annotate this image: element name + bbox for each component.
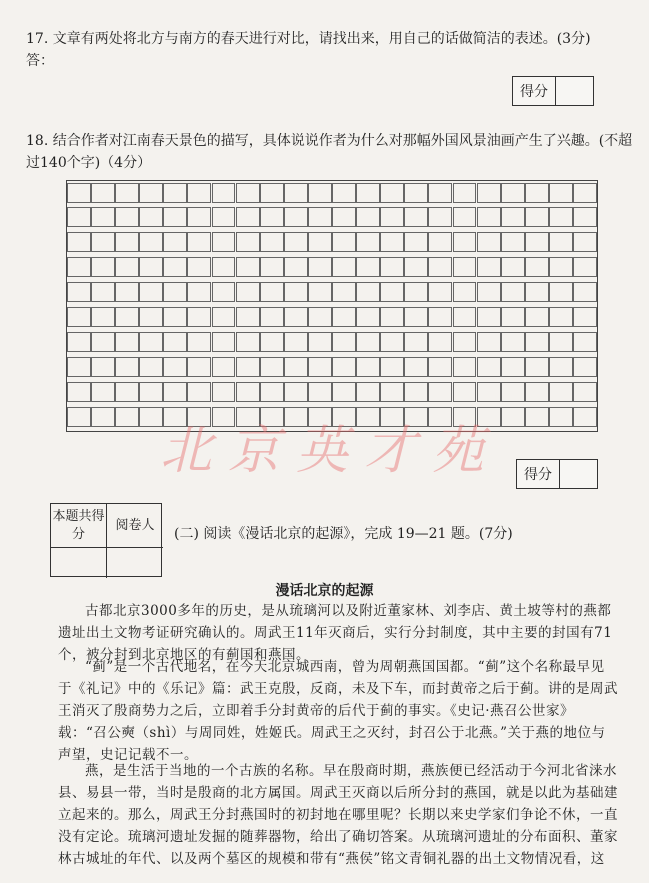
grid-cell[interactable]	[115, 257, 139, 277]
grid-cell[interactable]	[428, 282, 452, 302]
answer-grid[interactable]	[66, 180, 598, 432]
grid-row	[67, 207, 597, 227]
grid-cell[interactable]	[284, 382, 308, 402]
grid-cell[interactable]	[453, 307, 477, 327]
grid-row	[67, 382, 597, 402]
grid-cell[interactable]	[501, 183, 525, 203]
grid-cell[interactable]	[67, 232, 91, 252]
grid-cell[interactable]	[260, 282, 284, 302]
grid-cell[interactable]	[477, 332, 501, 352]
grid-cell[interactable]	[91, 257, 115, 277]
grid-cell[interactable]	[236, 307, 260, 327]
grid-row	[67, 357, 597, 377]
grid-cell[interactable]	[67, 307, 91, 327]
grid-cell[interactable]	[428, 382, 452, 402]
grid-cell[interactable]	[163, 207, 187, 227]
grid-cell[interactable]	[525, 307, 549, 327]
grid-cell[interactable]	[308, 332, 332, 352]
grid-cell[interactable]	[356, 332, 380, 352]
grid-cell[interactable]	[236, 183, 260, 203]
grid-cell[interactable]	[428, 257, 452, 277]
grid-cell[interactable]	[212, 282, 236, 302]
grid-cell[interactable]	[187, 332, 211, 352]
grid-cell[interactable]	[380, 307, 404, 327]
grid-cell[interactable]	[356, 232, 380, 252]
grid-cell[interactable]	[477, 282, 501, 302]
article-paragraph: 燕，是生活于当地的一个古族的名称。早在殷商时期，燕族便已经活动于今河北省涞水县、易县一带，当时是殷商的北方属国。周武王灭商以后所分封的燕国，就是以此为基础建立起来的。那么，周武王分封燕国时的初封地在哪里呢？长期以来史学家们争论不休，一直没有定论。琉璃河遗址发掘的随葬器物，给出了确切答案。从琉璃河遗址的分布面积、董家林古城址的年代、以及两个墓区的规模和带有“燕侯”铭文青铜礼器的出土文物情况看，这	[58, 763, 618, 867]
grid-cell[interactable]	[187, 382, 211, 402]
grid-cell[interactable]	[380, 357, 404, 377]
score-label: 得分	[513, 77, 556, 105]
grid-cell[interactable]	[212, 382, 236, 402]
grid-cell[interactable]	[332, 207, 356, 227]
article-paragraph: “蓟”是一个古代地名，在今天北京城西南，曾为周朝燕国国都。“蓟”这个名称最早见于《礼记》中的《乐记》篇：武王克殷，反商，未及下车，而封黄帝之后于蓟。讲的是周武王消灭了殷商势力之后，立即着手分封黄帝的后代于蓟的事实。《史记·燕召公世家》载：“召公奭（shì）与周同姓，姓姬氏。周武王之灭纣，封召公于北燕。”关于燕的地位与声望，史记记载不一。	[58, 659, 618, 763]
grid-cell[interactable]	[284, 257, 308, 277]
grid-cell[interactable]	[308, 282, 332, 302]
grid-cell[interactable]	[549, 257, 573, 277]
grid-cell[interactable]	[404, 207, 428, 227]
grid-cell[interactable]	[501, 232, 525, 252]
grid-cell[interactable]	[260, 357, 284, 377]
grid-row	[67, 307, 597, 327]
grid-cell[interactable]	[308, 207, 332, 227]
grid-cell[interactable]	[477, 183, 501, 203]
grid-cell[interactable]	[573, 357, 597, 377]
grid-cell[interactable]	[428, 207, 452, 227]
article-paragraph: 古都北京3000多年的历史，是从琉璃河以及附近董家林、刘李店、黄土坡等村的燕都遗址出土文物考证研究确认的。周武王11年灭商后，实行分封制度，其中主要的封国有71个，被分封到北京地区的有蓟国和燕国。	[58, 603, 613, 663]
grid-cell[interactable]	[212, 357, 236, 377]
grid-cell[interactable]	[356, 282, 380, 302]
grid-cell[interactable]	[404, 382, 428, 402]
grid-cell[interactable]	[139, 232, 163, 252]
grid-cell[interactable]	[428, 357, 452, 377]
grid-cell[interactable]	[573, 407, 597, 427]
grid-cell[interactable]	[453, 332, 477, 352]
score-box-1	[512, 76, 594, 106]
grid-cell[interactable]	[91, 282, 115, 302]
grid-cell[interactable]	[404, 332, 428, 352]
grader-field[interactable]	[107, 548, 163, 578]
grid-cell[interactable]	[212, 207, 236, 227]
grid-cell[interactable]	[115, 382, 139, 402]
grid-cell[interactable]	[332, 357, 356, 377]
grid-cell[interactable]	[308, 232, 332, 252]
grid-cell[interactable]	[284, 282, 308, 302]
grid-cell[interactable]	[525, 183, 549, 203]
grid-cell[interactable]	[501, 207, 525, 227]
grid-cell[interactable]	[212, 307, 236, 327]
grid-cell[interactable]	[236, 357, 260, 377]
score-value-field[interactable]	[556, 77, 593, 105]
grid-cell[interactable]	[115, 207, 139, 227]
grid-cell[interactable]	[236, 232, 260, 252]
grid-cell[interactable]	[549, 232, 573, 252]
grid-cell[interactable]	[284, 183, 308, 203]
grid-cell[interactable]	[332, 332, 356, 352]
grid-row	[67, 282, 597, 302]
grid-row	[67, 332, 597, 352]
question-18-text: 18. 结合作者对江南春天景色的描写，具体说说作者为什么对那幅外国风景油画产生了兴趣。(不超过140个字)（4分）	[26, 133, 633, 171]
grid-cell[interactable]	[525, 407, 549, 427]
grid-cell[interactable]	[67, 282, 91, 302]
grid-cell[interactable]	[260, 257, 284, 277]
grid-cell[interactable]	[380, 332, 404, 352]
grid-cell[interactable]	[477, 207, 501, 227]
grid-cell[interactable]	[139, 307, 163, 327]
grid-cell[interactable]	[260, 232, 284, 252]
grid-cell[interactable]	[404, 282, 428, 302]
grid-cell[interactable]	[380, 257, 404, 277]
grid-cell[interactable]	[573, 257, 597, 277]
grid-cell[interactable]	[139, 332, 163, 352]
grid-cell[interactable]	[332, 257, 356, 277]
grid-cell[interactable]	[380, 183, 404, 203]
grid-cell[interactable]	[332, 183, 356, 203]
watermark: 北京英才苑	[160, 421, 501, 481]
grid-cell[interactable]	[404, 307, 428, 327]
grid-cell[interactable]	[67, 332, 91, 352]
grid-cell[interactable]	[573, 282, 597, 302]
grid-cell[interactable]	[501, 357, 525, 377]
grid-cell[interactable]	[404, 357, 428, 377]
grader-table	[50, 503, 162, 577]
grid-cell[interactable]	[525, 207, 549, 227]
grid-cell[interactable]	[139, 257, 163, 277]
grid-cell[interactable]	[549, 357, 573, 377]
grid-cell[interactable]	[67, 407, 91, 427]
grid-cell[interactable]	[453, 183, 477, 203]
grid-cell[interactable]	[573, 207, 597, 227]
grid-cell[interactable]	[139, 183, 163, 203]
grid-cell[interactable]	[236, 282, 260, 302]
total-score-label: 本题共得分	[51, 504, 107, 548]
grid-cell[interactable]	[236, 257, 260, 277]
grid-cell[interactable]	[356, 207, 380, 227]
grid-cell[interactable]	[115, 232, 139, 252]
grid-cell[interactable]	[525, 232, 549, 252]
grid-cell[interactable]	[163, 257, 187, 277]
grid-cell[interactable]	[187, 357, 211, 377]
grid-cell[interactable]	[212, 257, 236, 277]
grid-cell[interactable]	[356, 357, 380, 377]
grid-cell[interactable]	[91, 332, 115, 352]
grid-cell[interactable]	[477, 382, 501, 402]
grid-cell[interactable]	[187, 257, 211, 277]
grid-cell[interactable]	[453, 282, 477, 302]
grid-cell[interactable]	[91, 232, 115, 252]
grid-cell[interactable]	[380, 382, 404, 402]
grid-cell[interactable]	[380, 282, 404, 302]
grid-cell[interactable]	[404, 183, 428, 203]
grid-cell[interactable]	[356, 183, 380, 203]
grid-cell[interactable]	[115, 357, 139, 377]
grid-cell[interactable]	[573, 232, 597, 252]
grid-cell[interactable]	[428, 332, 452, 352]
grid-cell[interactable]	[91, 183, 115, 203]
grid-cell[interactable]	[67, 357, 91, 377]
grid-cell[interactable]	[549, 183, 573, 203]
grid-cell[interactable]	[501, 257, 525, 277]
grid-cell[interactable]	[501, 282, 525, 302]
grid-cell[interactable]	[115, 183, 139, 203]
grid-cell[interactable]	[525, 257, 549, 277]
grid-cell[interactable]	[212, 183, 236, 203]
grid-cell[interactable]	[404, 232, 428, 252]
grid-row	[67, 232, 597, 252]
question-17-text: 17. 文章有两处将北方与南方的春天进行对比，请找出来，用自己的话做简洁的表述。(3分)	[26, 31, 591, 47]
grid-cell[interactable]	[549, 407, 573, 427]
section-heading: (二) 阅读《漫话北京的起源》，完成 19—21 题。(7分)	[174, 526, 513, 542]
grid-cell[interactable]	[67, 257, 91, 277]
grid-cell[interactable]	[332, 282, 356, 302]
grid-cell[interactable]	[115, 407, 139, 427]
grid-cell[interactable]	[573, 183, 597, 203]
grid-cell[interactable]	[501, 332, 525, 352]
grid-cell[interactable]	[549, 207, 573, 227]
grid-cell[interactable]	[356, 307, 380, 327]
grid-cell[interactable]	[549, 282, 573, 302]
grid-cell[interactable]	[428, 183, 452, 203]
grid-cell[interactable]	[549, 307, 573, 327]
grid-cell[interactable]	[308, 382, 332, 402]
grid-cell[interactable]	[91, 207, 115, 227]
grid-cell[interactable]	[163, 307, 187, 327]
grid-cell[interactable]	[139, 357, 163, 377]
grid-cell[interactable]	[187, 183, 211, 203]
grid-cell[interactable]	[453, 207, 477, 227]
grid-cell[interactable]	[284, 207, 308, 227]
grid-cell[interactable]	[525, 282, 549, 302]
grid-cell[interactable]	[501, 307, 525, 327]
grid-cell[interactable]	[260, 207, 284, 227]
grid-cell[interactable]	[549, 382, 573, 402]
grid-cell[interactable]	[163, 382, 187, 402]
grid-cell[interactable]	[573, 332, 597, 352]
grid-cell[interactable]	[573, 307, 597, 327]
grid-cell[interactable]	[139, 382, 163, 402]
grid-cell[interactable]	[428, 307, 452, 327]
score-label: 得分	[517, 460, 560, 488]
grid-cell[interactable]	[236, 382, 260, 402]
grid-cell[interactable]	[332, 232, 356, 252]
grid-cell[interactable]	[260, 382, 284, 402]
grid-cell[interactable]	[67, 183, 91, 203]
grid-cell[interactable]	[332, 307, 356, 327]
grid-cell[interactable]	[260, 332, 284, 352]
grid-cell[interactable]	[380, 207, 404, 227]
grid-cell[interactable]	[477, 232, 501, 252]
grid-cell[interactable]	[260, 307, 284, 327]
grid-cell[interactable]	[187, 282, 211, 302]
score-box-2	[516, 459, 598, 489]
grid-cell[interactable]	[236, 207, 260, 227]
grid-cell[interactable]	[453, 257, 477, 277]
grid-cell[interactable]	[187, 207, 211, 227]
grid-cell[interactable]	[91, 382, 115, 402]
grid-cell[interactable]	[139, 282, 163, 302]
grid-cell[interactable]	[212, 332, 236, 352]
grid-cell[interactable]	[477, 257, 501, 277]
grid-row	[67, 257, 597, 277]
grid-cell[interactable]	[91, 307, 115, 327]
grid-cell[interactable]	[308, 307, 332, 327]
grid-cell[interactable]	[453, 357, 477, 377]
grid-cell[interactable]	[501, 382, 525, 402]
grid-cell[interactable]	[115, 282, 139, 302]
grid-cell[interactable]	[477, 357, 501, 377]
grid-cell[interactable]	[525, 332, 549, 352]
grid-cell[interactable]	[525, 382, 549, 402]
grid-cell[interactable]	[163, 183, 187, 203]
total-score-field[interactable]	[51, 548, 107, 578]
grid-cell[interactable]	[308, 257, 332, 277]
grid-cell[interactable]	[453, 382, 477, 402]
grid-cell[interactable]	[163, 357, 187, 377]
grid-cell[interactable]	[332, 382, 356, 402]
grid-cell[interactable]	[212, 232, 236, 252]
grid-cell[interactable]	[139, 207, 163, 227]
question-17	[26, 28, 626, 72]
grid-cell[interactable]	[163, 332, 187, 352]
grid-cell[interactable]	[187, 232, 211, 252]
grid-cell[interactable]	[67, 382, 91, 402]
grid-cell[interactable]	[163, 282, 187, 302]
grid-cell[interactable]	[549, 332, 573, 352]
score-value-field[interactable]	[560, 460, 597, 488]
grid-cell[interactable]	[477, 307, 501, 327]
grid-cell[interactable]	[187, 307, 211, 327]
grid-cell[interactable]	[91, 407, 115, 427]
grid-cell[interactable]	[308, 183, 332, 203]
article-title: 漫话北京的起源	[275, 583, 374, 599]
grid-cell[interactable]	[453, 232, 477, 252]
grid-cell[interactable]	[356, 257, 380, 277]
grid-row	[67, 183, 597, 203]
grid-cell[interactable]	[380, 232, 404, 252]
grid-cell[interactable]	[284, 232, 308, 252]
grid-cell[interactable]	[573, 382, 597, 402]
grid-cell[interactable]	[236, 332, 260, 352]
grid-cell[interactable]	[308, 357, 332, 377]
answer-label: 答：	[26, 53, 54, 69]
grid-cell[interactable]	[67, 207, 91, 227]
grid-cell[interactable]	[115, 307, 139, 327]
grid-cell[interactable]	[501, 407, 525, 427]
grid-cell[interactable]	[404, 257, 428, 277]
grid-cell[interactable]	[260, 183, 284, 203]
grid-cell[interactable]	[91, 357, 115, 377]
grid-cell[interactable]	[428, 232, 452, 252]
grid-cell[interactable]	[284, 332, 308, 352]
question-18	[26, 130, 636, 174]
grid-cell[interactable]	[356, 382, 380, 402]
grid-cell[interactable]	[115, 332, 139, 352]
grader-label: 阅卷人	[107, 504, 163, 548]
grid-cell[interactable]	[525, 357, 549, 377]
grid-cell[interactable]	[284, 357, 308, 377]
grid-cell[interactable]	[163, 232, 187, 252]
grid-cell[interactable]	[284, 307, 308, 327]
